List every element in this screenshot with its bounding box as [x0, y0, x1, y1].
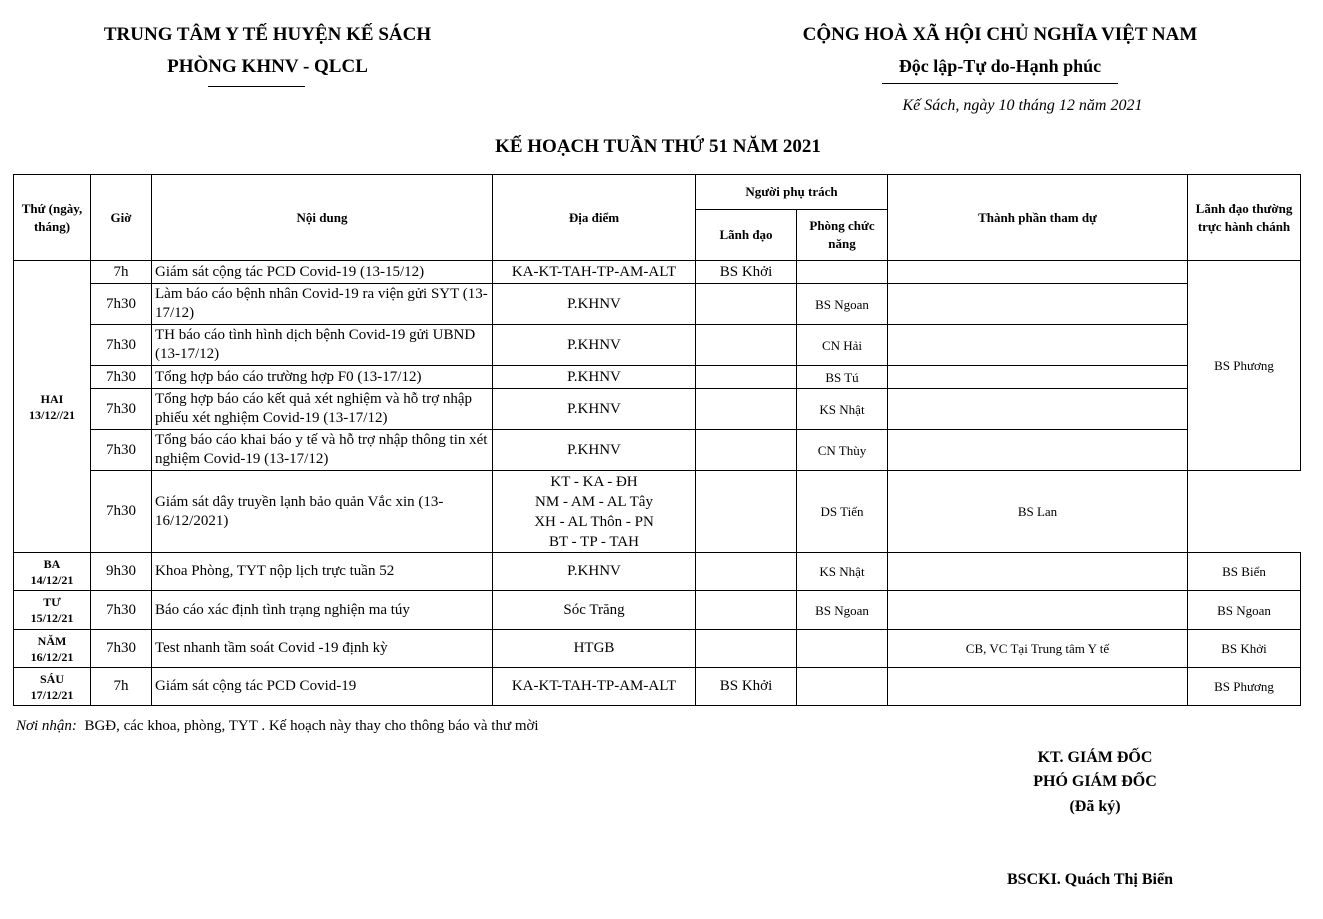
- leader-cell: [696, 389, 797, 430]
- col-participants-header: Thành phần tham dự: [888, 175, 1188, 261]
- location-cell: P.KHNV: [493, 430, 696, 471]
- admin-leader-cell: BS Phương: [1188, 261, 1301, 471]
- day-cell: SÁU 17/12/21: [14, 668, 91, 706]
- table-row: [14, 591, 1301, 630]
- participants-cell: [888, 668, 1188, 706]
- content-cell: TH báo cáo tình hình dịch bệnh Covid-19 gửi UBND (13-17/12): [152, 325, 493, 366]
- content-cell: Báo cáo xác định tình trạng nghiện ma túy: [152, 591, 493, 630]
- nation-motto: Độc lập-Tự do-Hạnh phúc: [898, 56, 1102, 76]
- location-cell: [493, 471, 696, 553]
- col-admin-leader-header: Lãnh đạo thường trực hành chánh: [1188, 175, 1301, 261]
- department-cell: CN Thùy: [797, 430, 888, 471]
- table-row: [14, 668, 1301, 706]
- weekly-plan-table: [13, 174, 1301, 706]
- motto-underline: [882, 83, 1118, 84]
- table-row: [14, 261, 1301, 284]
- recipients-text: BGĐ, các khoa, phòng, TYT . Kế hoạch này thay cho thông báo và thư mời: [76, 718, 539, 734]
- leader-cell: [696, 366, 797, 389]
- time-cell: 7h30: [91, 430, 152, 471]
- table-row: [14, 430, 1301, 471]
- nation-title: CỘNG HOÀ XÃ HỘI CHỦ NGHĨA VIỆT NAM: [802, 24, 1198, 45]
- signer-name: BSCKI. Quách Thị Biển: [1007, 871, 1173, 888]
- time-cell: 7h30: [91, 284, 152, 325]
- time-cell: 7h: [91, 668, 152, 706]
- location-cell: P.KHNV: [493, 325, 696, 366]
- leader-cell: [696, 284, 797, 325]
- department-cell: BS Ngoan: [797, 284, 888, 325]
- location-cell: P.KHNV: [493, 553, 696, 591]
- document-date: Kế Sách, ngày 10 tháng 12 năm 2021: [902, 97, 1143, 114]
- recipients-label: Nơi nhận:: [16, 718, 77, 734]
- leader-cell: [696, 471, 797, 553]
- department-cell: KS Nhật: [797, 553, 888, 591]
- leader-cell: [696, 630, 797, 668]
- content-cell: Làm báo cáo bệnh nhân Covid-19 ra viện gửi SYT (13-17/12): [152, 284, 493, 325]
- organization-name: TRUNG TÂM Y TẾ HUYỆN KẾ SÁCH: [103, 24, 432, 45]
- department-name: PHÒNG KHNV - QLCL: [167, 56, 368, 77]
- table-row: [14, 389, 1301, 430]
- col-day-header: Thứ (ngày, tháng): [14, 175, 91, 261]
- participants-cell: [888, 366, 1188, 389]
- signature-position: PHÓ GIÁM ĐỐC: [1033, 773, 1157, 790]
- department-cell: BS Tú: [797, 366, 888, 389]
- recipients-note: [16, 718, 539, 735]
- content-cell: Tổng báo cáo khai báo y tế và hỗ trợ nhập thông tin xét nghiệm Covid-19 (13-17/12): [152, 430, 493, 471]
- table-row: [14, 366, 1301, 389]
- content-cell: Tổng hợp báo cáo trường hợp F0 (13-17/12): [152, 366, 493, 389]
- col-time-header: Giờ: [91, 175, 152, 261]
- content-cell: Tổng hợp báo cáo kết quả xét nghiệm và hỗ trợ nhập phiếu xét nghiệm Covid-19 (13-17/12): [152, 389, 493, 430]
- participants-cell: CB, VC Tại Trung tâm Y tế: [888, 630, 1188, 668]
- department-cell: [797, 630, 888, 668]
- day-cell: BA 14/12/21: [14, 553, 91, 591]
- department-cell: CN Hải: [797, 325, 888, 366]
- admin-leader-cell: BS Ngoan: [1188, 591, 1301, 630]
- col-department-header: Phòng chức năng: [797, 210, 888, 261]
- document-title: KẾ HOẠCH TUẦN THỨ 51 NĂM 2021: [495, 136, 821, 157]
- time-cell: 7h30: [91, 389, 152, 430]
- department-cell: [797, 261, 888, 284]
- content-cell: Khoa Phòng, TYT nộp lịch trực tuần 52: [152, 553, 493, 591]
- time-cell: 7h30: [91, 325, 152, 366]
- location-cell: P.KHNV: [493, 366, 696, 389]
- participants-cell: [888, 389, 1188, 430]
- day-cell: NĂM 16/12/21: [14, 630, 91, 668]
- time-cell: 7h30: [91, 591, 152, 630]
- time-cell: 9h30: [91, 553, 152, 591]
- table-row: [14, 325, 1301, 366]
- signature-status: (Đã ký): [1069, 798, 1121, 815]
- participants-cell: [888, 325, 1188, 366]
- table-row: [14, 553, 1301, 591]
- department-cell: [797, 668, 888, 706]
- col-content-header: Nội dung: [152, 175, 493, 261]
- admin-leader-cell: BS Phương: [1188, 668, 1301, 706]
- location-cell: HTGB: [493, 630, 696, 668]
- location-line: NM - AM - AL Tây: [535, 493, 653, 510]
- table-row: [14, 284, 1301, 325]
- leader-cell: BS Khởi: [696, 668, 797, 706]
- col-leader-header: Lãnh đạo: [696, 210, 797, 261]
- participants-cell: [888, 430, 1188, 471]
- time-cell: 7h30: [91, 366, 152, 389]
- location-cell: KA-KT-TAH-TP-AM-ALT: [493, 261, 696, 284]
- leader-cell: [696, 325, 797, 366]
- leader-cell: [696, 553, 797, 591]
- day-cell: HAI 13/12//21: [14, 261, 91, 553]
- department-cell: KS Nhật: [797, 389, 888, 430]
- leader-cell: BS Khởi: [696, 261, 797, 284]
- department-cell: BS Ngoan: [797, 591, 888, 630]
- col-location-header: Địa điểm: [493, 175, 696, 261]
- signature-title: KT. GIÁM ĐỐC: [1037, 749, 1153, 766]
- content-cell: Test nhanh tầm soát Covid -19 định kỳ: [152, 630, 493, 668]
- participants-cell: [888, 553, 1188, 591]
- location-cell: P.KHNV: [493, 389, 696, 430]
- table-row: [14, 471, 1301, 553]
- location-cell: KA-KT-TAH-TP-AM-ALT: [493, 668, 696, 706]
- participants-cell: BS Lan: [888, 471, 1188, 553]
- col-responsible-header: Người phụ trách: [696, 175, 888, 210]
- participants-cell: [888, 591, 1188, 630]
- location-cell: Sóc Trăng: [493, 591, 696, 630]
- time-cell: 7h30: [91, 630, 152, 668]
- table-row: [14, 630, 1301, 668]
- location-line: XH - AL Thôn - PN: [534, 513, 654, 530]
- time-cell: 7h30: [91, 471, 152, 553]
- content-cell: Giám sát cộng tác PCD Covid-19: [152, 668, 493, 706]
- department-cell: DS Tiến: [797, 471, 888, 553]
- leader-cell: [696, 430, 797, 471]
- time-cell: 7h: [91, 261, 152, 284]
- location-line: BT - TP - TAH: [549, 533, 639, 550]
- location-cell: P.KHNV: [493, 284, 696, 325]
- participants-cell: [888, 284, 1188, 325]
- day-cell: TƯ 15/12/21: [14, 591, 91, 630]
- location-line: KT - KA - ĐH: [550, 473, 638, 490]
- admin-leader-cell: BS Khởi: [1188, 630, 1301, 668]
- admin-leader-cell: BS Biển: [1188, 553, 1301, 591]
- participants-cell: [888, 261, 1188, 284]
- content-cell: Giám sát cộng tác PCD Covid-19 (13-15/12): [152, 261, 493, 284]
- leader-cell: [696, 591, 797, 630]
- content-cell: Giám sát dây truyền lạnh bảo quản Vắc xin (13-16/12/2021): [152, 471, 493, 553]
- org-underline: [208, 86, 305, 87]
